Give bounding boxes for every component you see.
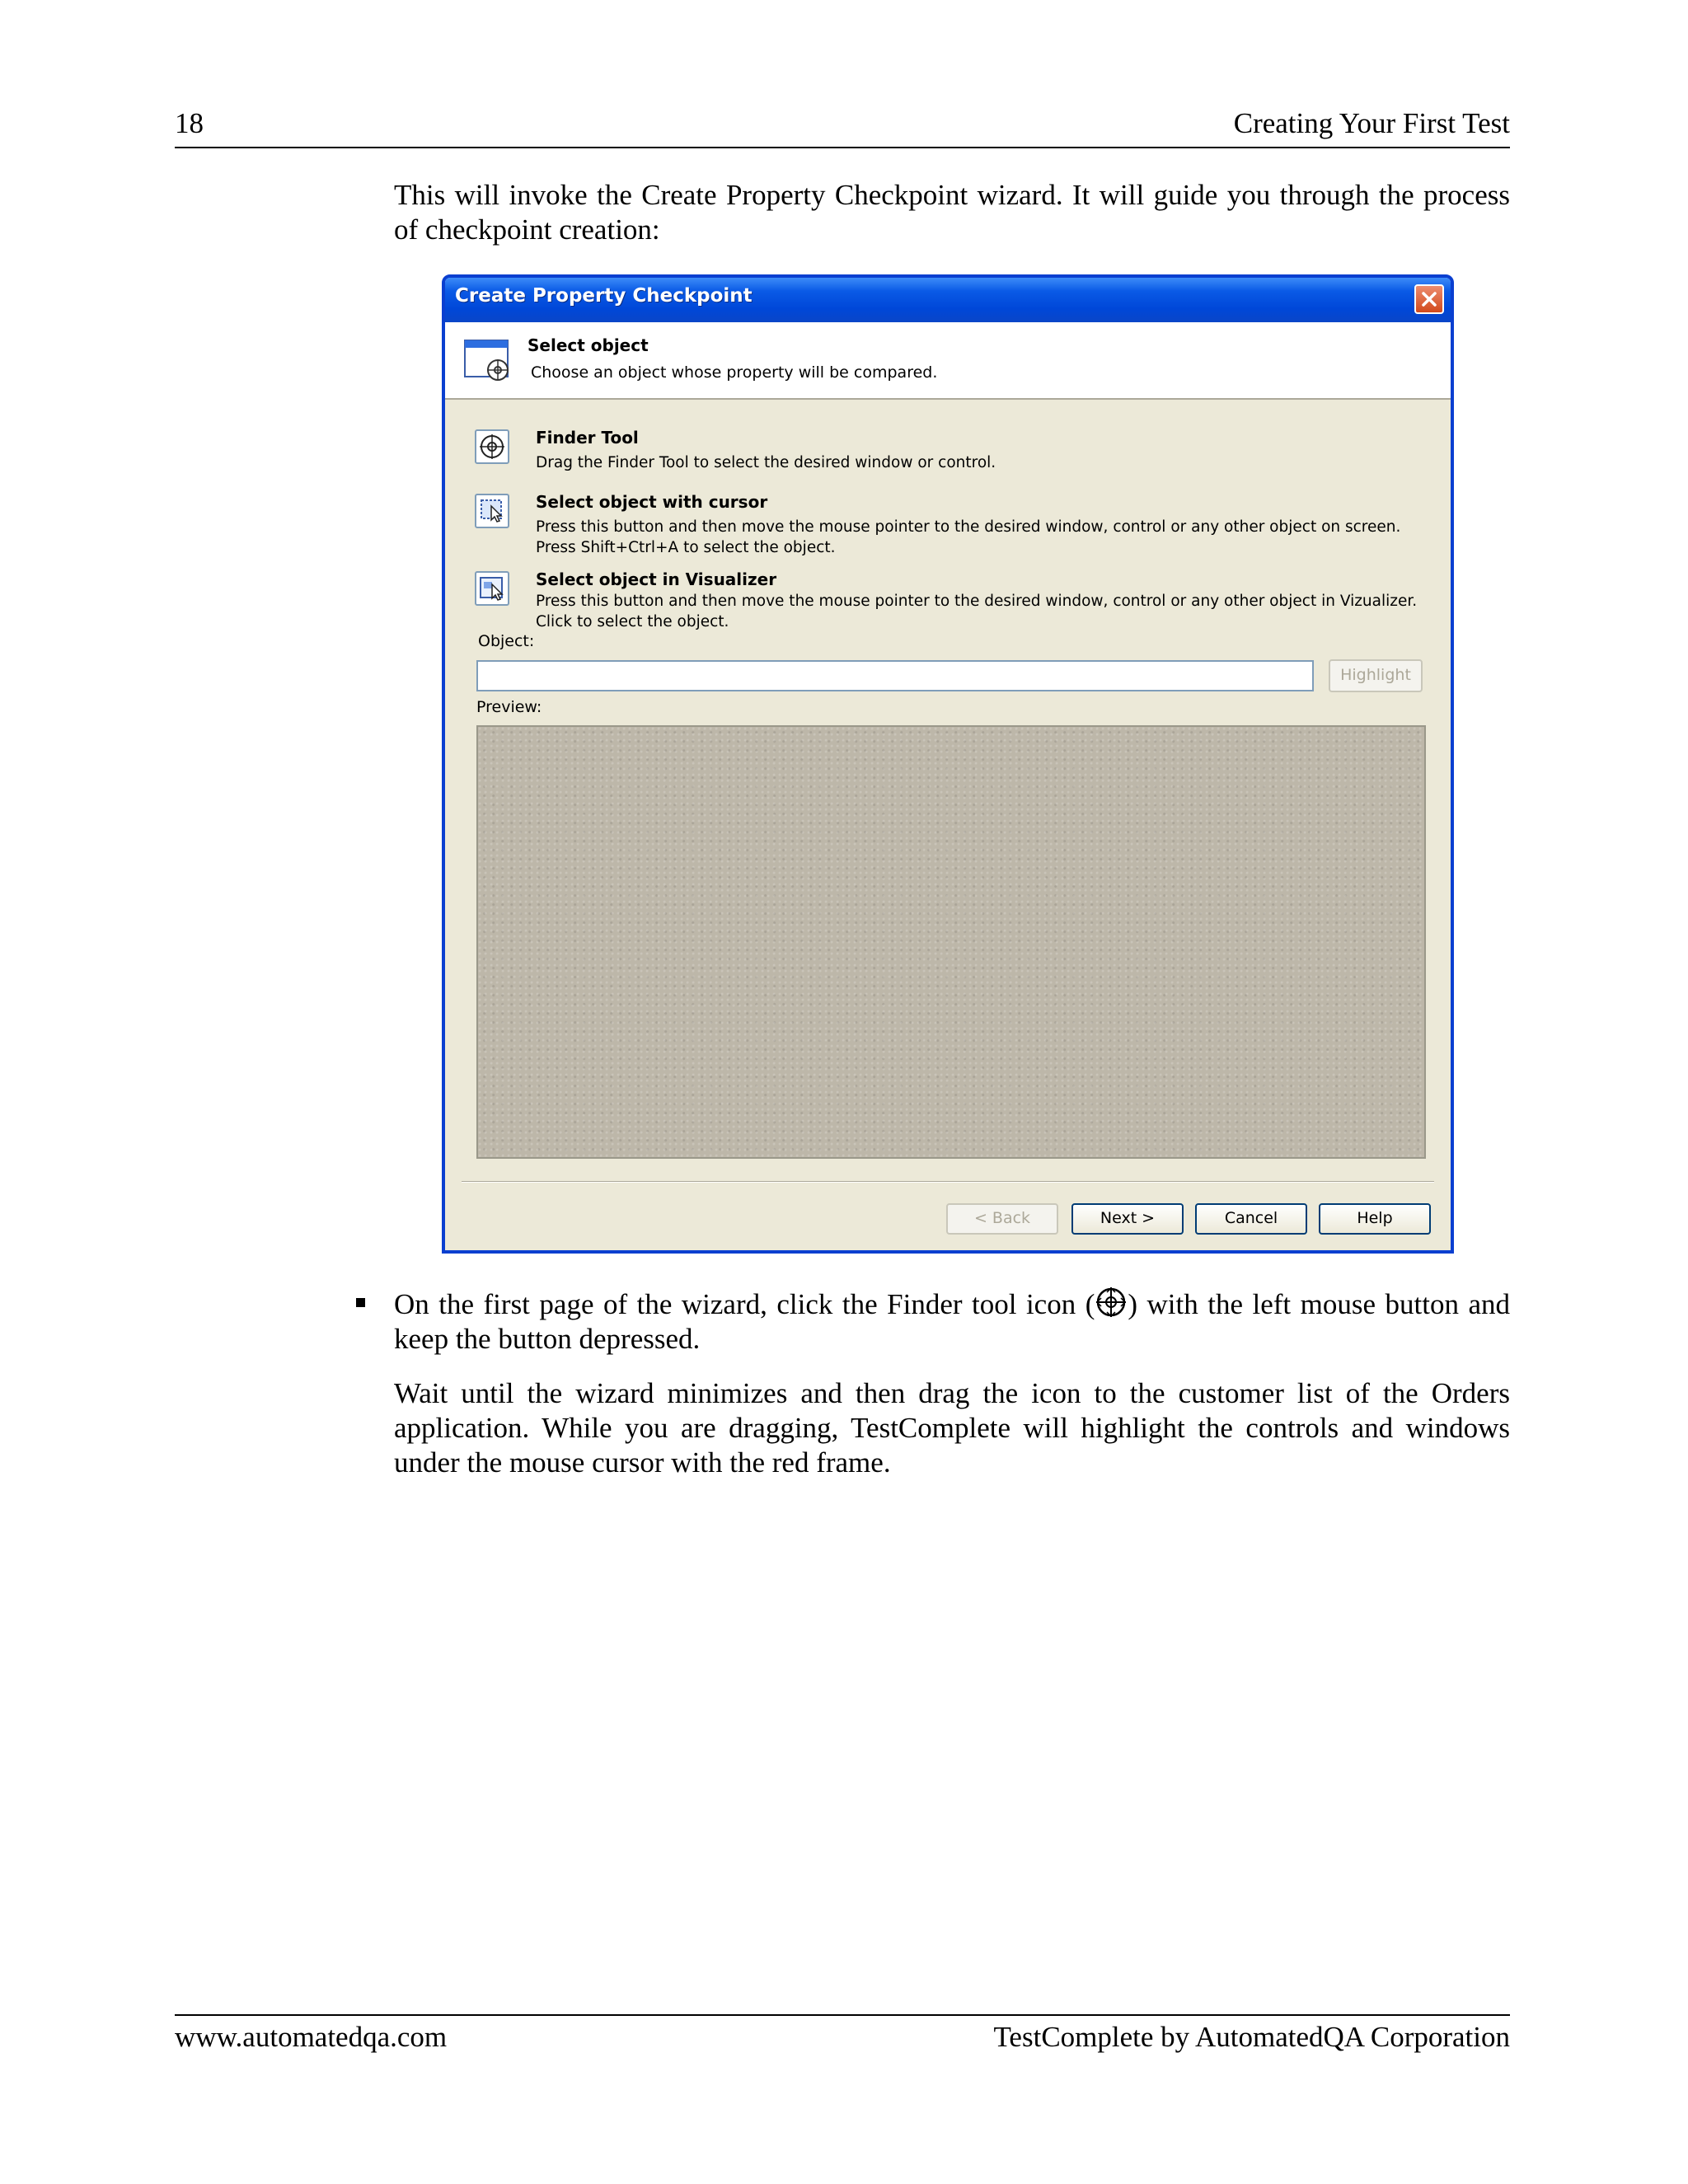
section-title: Creating Your First Test: [1233, 107, 1510, 139]
preview-area: [476, 725, 1426, 1159]
bullet-text-end: ) with the left mouse button and keep the button depressed.: [394, 1288, 1511, 1355]
option-title: Finder Tool: [536, 428, 639, 448]
bullet-text-start: On the first page of the wizard, click the Finder tool icon (: [394, 1288, 1095, 1320]
option-title: Select object with cursor: [536, 492, 768, 512]
option-description: Drag the Finder Tool to select the desired window or control.: [536, 454, 996, 471]
bullet-paragraph: [394, 1286, 1510, 1357]
close-button[interactable]: [1414, 284, 1444, 314]
option-description: Press this button and then move the mouse pointer to the desired window, control or any other object in Vizualizer. Click to select the object.: [536, 593, 1418, 630]
visualizer-select-icon[interactable]: [475, 571, 509, 606]
next-button[interactable]: Next >: [1071, 1203, 1184, 1235]
cancel-button[interactable]: Cancel: [1195, 1203, 1307, 1235]
intro-paragraph: This will invoke the Create Property Checkpoint wizard. It will guide you through the process of checkpoint creation:: [394, 179, 1510, 246]
help-button[interactable]: Help: [1319, 1203, 1431, 1235]
finder-tool-icon: [1095, 1286, 1128, 1319]
dialog-title: Create Property Checkpoint: [455, 285, 753, 307]
option-title: Select object in Visualizer: [536, 569, 777, 589]
window-finder-icon: [463, 337, 513, 383]
dialog-titlebar[interactable]: [445, 278, 1451, 322]
back-button[interactable]: < Back: [946, 1203, 1058, 1235]
object-field[interactable]: [476, 660, 1314, 691]
close-icon: [1421, 291, 1437, 307]
option-description: Press this button and then move the mouse pointer to the desired window, control or any other object on screen. Press Shift+Ctrl+A to select the object.: [536, 518, 1401, 556]
finder-icon[interactable]: [475, 429, 509, 464]
object-label: Object:: [478, 632, 535, 650]
wizard-header: [445, 322, 1451, 400]
bullet-marker: [356, 1298, 365, 1307]
create-property-checkpoint-dialog: [442, 274, 1454, 1254]
footer-rule: [175, 2014, 1510, 2016]
followup-paragraph: Wait until the wizard minimizes and then drag the icon to the customer list of the Orders application. While you are dragging, TestComplete will highlight the controls and windows under the mouse cursor with the red frame.: [394, 1377, 1510, 1479]
preview-label: Preview:: [476, 698, 542, 716]
highlight-button[interactable]: Highlight: [1329, 659, 1423, 692]
footer-publisher: TestComplete by AutomatedQA Corporation: [993, 2021, 1510, 2053]
footer-url: www.automatedqa.com: [175, 2021, 448, 2053]
step-description: Choose an object whose property will be compared.: [531, 363, 938, 382]
cursor-select-icon[interactable]: [475, 494, 509, 528]
page-header: [175, 107, 1510, 148]
step-title: Select object: [528, 335, 649, 355]
button-divider: [462, 1181, 1434, 1183]
page-number: 18: [175, 107, 204, 139]
